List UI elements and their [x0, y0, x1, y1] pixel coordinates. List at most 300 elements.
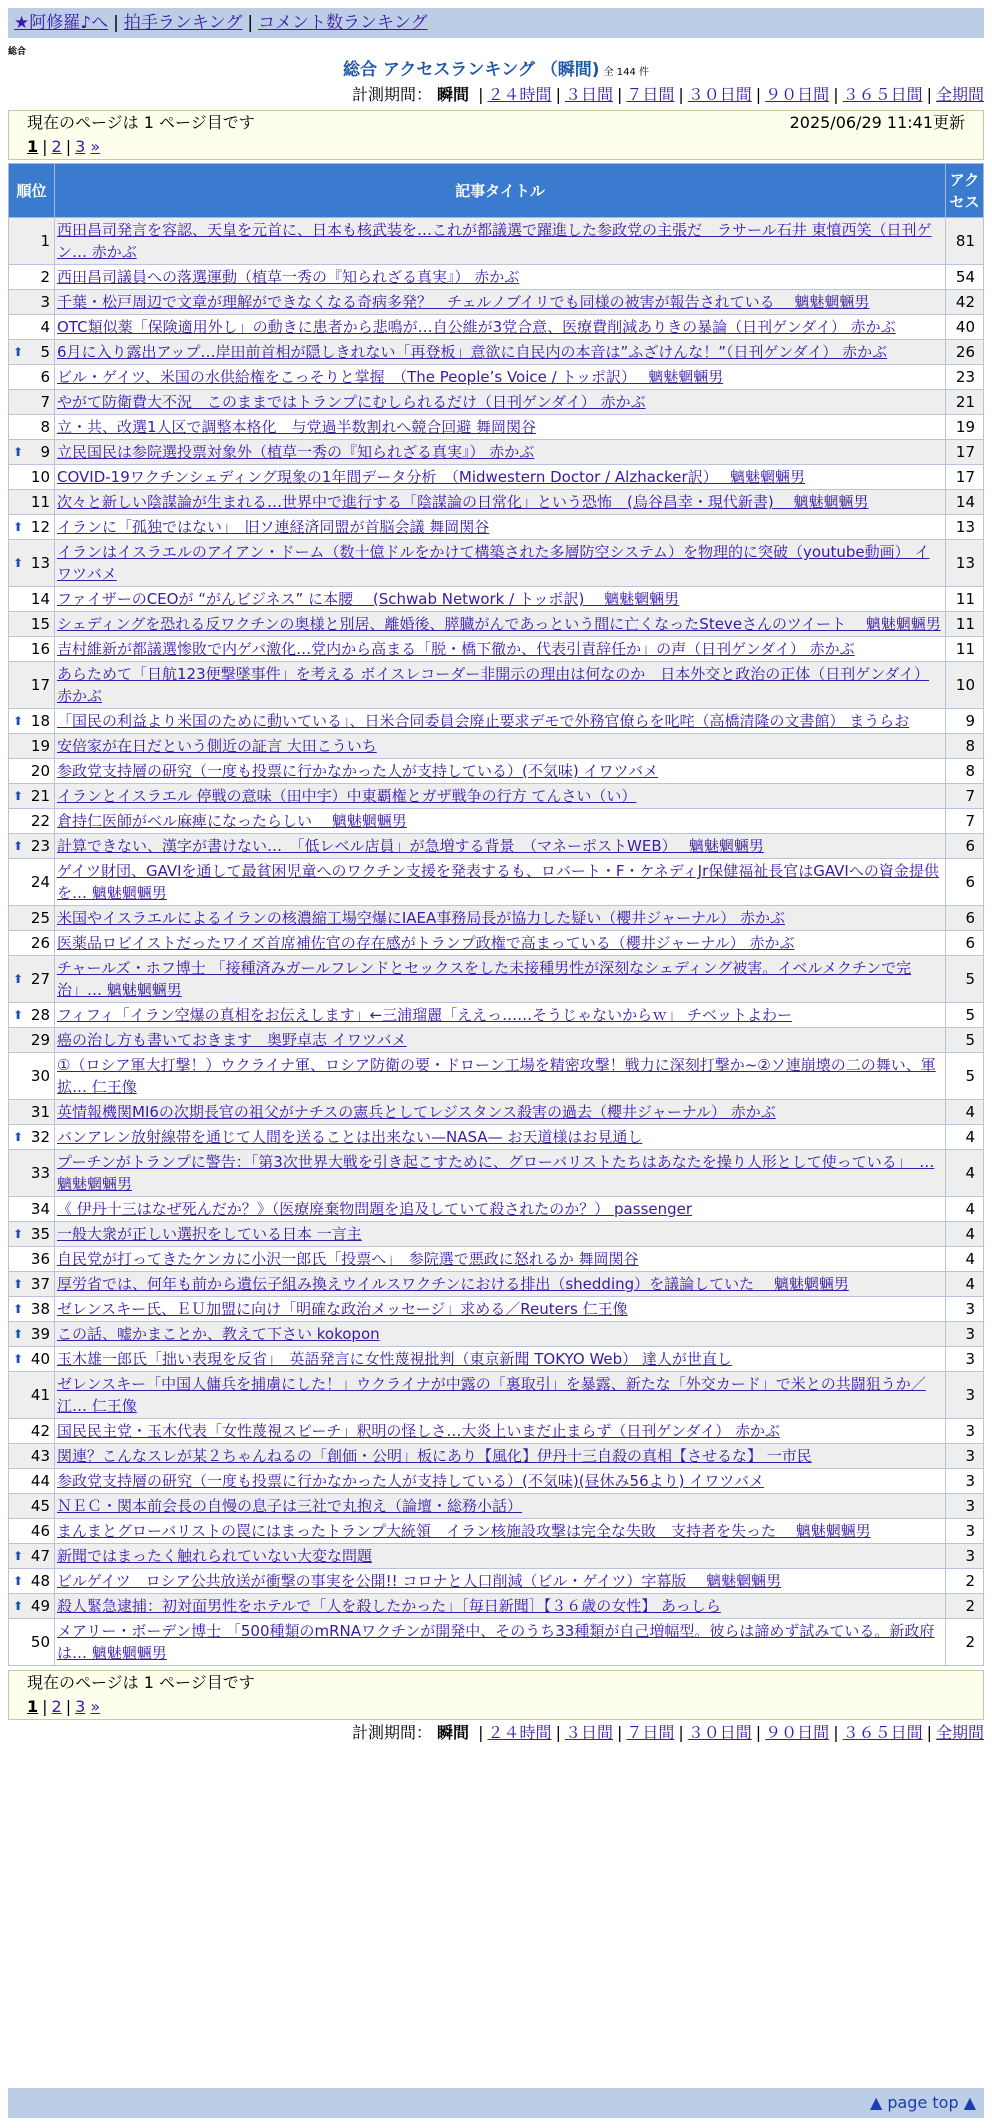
page-separator: | — [65, 1697, 72, 1716]
article-link[interactable]: チャールズ・ホフ博士 「接種済みガールフレンドとセックスをした未接種男性が深刻なシェディング被害。イベルメクチンで完治」… 魑魅魍魎男 — [57, 959, 912, 999]
table-row — [9, 1347, 984, 1372]
page-links — [27, 135, 965, 159]
table-row — [9, 1494, 984, 1519]
article-link[interactable]: 国民民主党・玉木代表「女性蔑視スピーチ」釈明の怪しさ…大炎上いまだ止まらず（日刊ゲンダイ） 赤かぶ — [57, 1422, 780, 1440]
article-link[interactable]: ゼレンスキー「中国人傭兵を捕虜にした！」ウクライナが中露の「裏取引」を暴露、新たな「外交カード」で米との共闘狙うか／江… 仁王像 — [57, 1375, 926, 1415]
title-cell — [55, 1444, 946, 1469]
rank-cell — [9, 734, 55, 759]
article-link[interactable]: 玉木雄一郎氏「拙い表現を反省」 英語発言に女性蔑視批判（東京新聞 TOKYO Web） 達人が世直し — [57, 1350, 732, 1368]
rank-cell — [9, 440, 55, 465]
article-link[interactable]: 一般大衆が正しい選択をしている日本 一言主 — [57, 1225, 362, 1243]
period-link[interactable]: ７日間 — [626, 85, 675, 104]
current-page-text: 現在のページは 1 ページ目です — [27, 113, 255, 132]
rank-number: 45 — [30, 1497, 50, 1515]
nav-separator: | — [247, 13, 254, 33]
rank-number: 16 — [30, 640, 50, 658]
article-link[interactable]: 医薬品ロビイストだったワイズ首席補佐官の存在感がトランプ政権で高まっている（櫻井ジャーナル） 赤かぶ — [57, 934, 795, 952]
period-link[interactable]: ９０日間 — [765, 85, 830, 104]
rank-up-arrow-icon: ⬆ — [13, 1574, 24, 1588]
rank-up-arrow-icon: ⬆ — [13, 445, 24, 459]
rank-cell — [9, 540, 55, 587]
title-cell — [55, 637, 946, 662]
table-row — [9, 1619, 984, 1666]
rank-number: 25 — [30, 909, 50, 927]
comment-ranking-link[interactable]: コメント数ランキング — [258, 13, 428, 33]
article-link[interactable]: 西田昌司発言を容認、天皇を元首に、日本も核武装を…これが都議選で躍進した参政党の主張だ ラサール石井 東憤西笑（日刊ゲン… 赤かぶ — [57, 221, 932, 261]
rank-cell — [9, 1297, 55, 1322]
table-row — [9, 290, 984, 315]
access-count: 11 — [946, 587, 984, 612]
title-cell — [55, 1419, 946, 1444]
article-link[interactable]: メアリー・ボーデン博士 「500種類のmRNAワクチンが開発中、そのうち33種類が自己増幅型。彼らは諦めず試みている。新政府は… 魑魅魍魎男 — [57, 1622, 935, 1662]
rank-cell — [9, 490, 55, 515]
header-title: 記事タイトル — [55, 164, 946, 218]
rank-cell — [9, 1544, 55, 1569]
article-link[interactable]: 千葉・松戸周辺で文章が理解ができなくなる奇病多発？ チェルノブイリでも同様の被害が報告されている 魑魅魍魎男 — [57, 293, 870, 311]
article-link[interactable]: 厚労省では、何年も前から遺伝子組み換えウイルスワクチンにおける排出（shedding）を議論していた 魑魅魍魎男 — [57, 1275, 849, 1293]
page-link[interactable]: 3 — [75, 137, 86, 156]
period-link[interactable]: ３６５日間 — [842, 85, 923, 104]
title-cell — [55, 1247, 946, 1272]
access-count: 4 — [946, 1100, 984, 1125]
title-cell — [55, 315, 946, 340]
title-cell — [55, 1003, 946, 1028]
table-row — [9, 1594, 984, 1619]
period-separator: | — [755, 85, 762, 104]
period-selector — [352, 85, 984, 105]
access-count: 8 — [946, 759, 984, 784]
rank-cell — [9, 365, 55, 390]
rank-cell — [9, 1003, 55, 1028]
rank-number: 48 — [30, 1572, 50, 1590]
period-link[interactable]: ３０日間 — [687, 85, 752, 104]
title-cell — [55, 390, 946, 415]
clap-ranking-link[interactable]: 拍手ランキング — [123, 13, 243, 33]
access-count: 21 — [946, 390, 984, 415]
period-links — [474, 1723, 984, 1742]
article-link[interactable]: 《 伊丹十三はなぜ死んだか？》（医療廃棄物問題を追及していて殺されたのか？） passenger — [57, 1200, 693, 1218]
rank-cell — [9, 1150, 55, 1197]
title-cell — [55, 859, 946, 906]
period-separator: | — [616, 85, 623, 104]
table-header-row — [9, 164, 984, 218]
rank-number: 3 — [40, 293, 50, 311]
article-link[interactable]: やがて防衛費大不況 このままではトランプにむしられるだけ（日刊ゲンダイ） 赤かぶ — [57, 393, 646, 411]
article-link[interactable]: OTC類似薬「保険適用外し」の動きに患者から悲鳴が…自公維が3党合意、医療費削減ありきの暴論（日刊ゲンダイ） 赤かぶ — [57, 318, 896, 336]
rank-up-arrow-icon: ⬆ — [13, 345, 24, 359]
access-count: 7 — [946, 784, 984, 809]
article-link[interactable]: 自民党が打ってきたケンカに小沢一郎氏「投票へ」 参院選で悪政に怒れるか 舞岡関谷 — [57, 1250, 639, 1268]
article-link[interactable]: 英情報機関MI6の次期長官の祖父がナチスの憲兵としてレジスタンス殺害の過去（櫻井ジャーナル） 赤かぶ — [57, 1103, 776, 1121]
article-link[interactable]: 安倍家が在日だという側近の証言 大田こういち — [57, 737, 377, 755]
period-separator: | — [555, 85, 561, 104]
table-row — [9, 1150, 984, 1197]
article-link[interactable]: あらためて「日航123便撃墜事件」を考える ボイスレコーダー非開示の理由は何なのか 日本外交と政治の正体（日刊ゲンダイ） 赤かぶ — [57, 665, 930, 705]
article-link[interactable]: 新聞ではまったく触れられていない大変な問題 — [57, 1547, 373, 1565]
access-count: 3 — [946, 1419, 984, 1444]
rank-cell — [9, 784, 55, 809]
title-cell — [55, 1544, 946, 1569]
title-cell — [55, 218, 946, 265]
period-link[interactable]: ３０日間 — [687, 1723, 752, 1742]
table-row — [9, 1419, 984, 1444]
rank-number: 32 — [30, 1128, 50, 1146]
title-cell — [55, 1347, 946, 1372]
period-link[interactable]: ２４時間 — [487, 85, 552, 104]
ranking-table-body — [9, 218, 984, 1666]
period-link[interactable]: ３日間 — [564, 85, 613, 104]
article-link[interactable]: 立・共、改選1人区で調整本格化 与党過半数割れへ競合回避 舞岡関谷 — [57, 418, 537, 436]
rank-number: 13 — [30, 554, 50, 572]
article-link[interactable]: ビルゲイツ ロシア公共放送が衝撃の事実を公開!! コロナと人口削減（ビル・ゲイツ）字幕版 魑魅魍魎男 — [57, 1572, 782, 1590]
updated-timestamp: 2025/06/29 11:41更新 — [789, 113, 965, 132]
top-nav-bar — [8, 8, 984, 38]
title-cell — [55, 1272, 946, 1297]
rank-number: 47 — [30, 1547, 50, 1565]
article-link[interactable]: イランはイスラエルのアイアン・ドーム（数十億ドルをかけて構築された多層防空システム）を物理的に突破（youtube動画） イワツバメ — [57, 543, 930, 583]
article-link[interactable]: 吉村維新が都議選惨敗で内ゲバ激化…党内から高まる「脱・橋下徹か、代表引責辞任か」の声（日刊ゲンダイ） 赤かぶ — [57, 640, 855, 658]
title-cell — [55, 440, 946, 465]
title-cell — [55, 515, 946, 540]
period-separator: | — [926, 85, 932, 104]
rank-number: 37 — [30, 1275, 50, 1293]
rank-number: 6 — [40, 368, 50, 386]
period-link[interactable]: ９０日間 — [765, 1723, 830, 1742]
title-cell — [55, 734, 946, 759]
title-cell — [55, 340, 946, 365]
period-separator: | — [833, 85, 839, 104]
rank-cell — [9, 637, 55, 662]
rank-number: 2 — [40, 268, 50, 286]
article-link[interactable]: 参政党支持層の研究（一度も投票に行かなかった人が支持している）(不気味) イワツバメ — [57, 762, 659, 780]
rank-up-arrow-icon: ⬆ — [13, 520, 24, 534]
article-link[interactable]: バンアレン放射線帯を通じて人間を送ることは出来ない—NASA— お天道様はお見通し — [57, 1128, 643, 1146]
page-links — [27, 1695, 965, 1719]
table-row — [9, 1247, 984, 1272]
table-row — [9, 784, 984, 809]
access-count: 3 — [946, 1322, 984, 1347]
access-count: 2 — [946, 1569, 984, 1594]
rank-cell — [9, 1619, 55, 1666]
next-page-link[interactable]: » — [90, 137, 101, 156]
article-link[interactable]: 計算できない、漢字が書けない… 「低レベル店員」が急増する背景 （マネーポストWEB） 魑魅魍魎男 — [57, 837, 764, 855]
table-row — [9, 809, 984, 834]
rank-number: 30 — [30, 1067, 50, 1085]
bottom-bar — [8, 2088, 984, 2118]
rank-up-arrow-icon: ⬆ — [13, 714, 24, 728]
article-link[interactable]: この話、嘘かまことか、教えて下さい kokopon — [57, 1325, 380, 1343]
rank-number: 31 — [30, 1103, 50, 1121]
rank-cell — [9, 340, 55, 365]
table-row — [9, 440, 984, 465]
rank-cell — [9, 1272, 55, 1297]
rank-number: 19 — [30, 737, 50, 755]
access-count: 4 — [946, 1125, 984, 1150]
rank-up-arrow-icon: ⬆ — [13, 1277, 24, 1291]
title-cell — [55, 956, 946, 1003]
table-row — [9, 1544, 984, 1569]
table-row — [9, 759, 984, 784]
rank-up-arrow-icon: ⬆ — [13, 1549, 24, 1563]
article-link[interactable]: 「国民の利益より米国のために動いている」、日米合同委員会廃止要求デモで外務官僚らを叱咤（高橋清隆の文書館） まうらお — [57, 712, 910, 730]
access-count: 42 — [946, 290, 984, 315]
table-row — [9, 490, 984, 515]
page-top-link[interactable]: ▲ page top ▲ — [869, 2093, 976, 2112]
access-count: 6 — [946, 859, 984, 906]
rank-cell — [9, 906, 55, 931]
access-count: 2 — [946, 1619, 984, 1666]
ranking-title: 総合 アクセスランキング （瞬間) — [342, 60, 600, 80]
rank-number: 17 — [30, 676, 50, 694]
total-count: 全 144 件 — [603, 67, 650, 78]
rank-number: 9 — [40, 443, 50, 461]
rank-cell — [9, 834, 55, 859]
access-count: 4 — [946, 1247, 984, 1272]
page-link[interactable]: 3 — [75, 1697, 86, 1716]
home-link[interactable]: ★阿修羅♪へ — [14, 13, 109, 33]
rank-number: 26 — [30, 934, 50, 952]
rank-number: 33 — [30, 1164, 50, 1182]
access-count: 17 — [946, 440, 984, 465]
ranking-title-block — [8, 60, 984, 83]
rank-cell — [9, 1222, 55, 1247]
period-link[interactable]: ２４時間 — [487, 1723, 552, 1742]
article-link[interactable]: ゼレンスキー氏、ＥＵ加盟に向け「明確な政治メッセージ」求める／Reuters 仁王像 — [57, 1300, 628, 1318]
period-link[interactable]: ３６５日間 — [842, 1723, 923, 1742]
rank-number: 21 — [30, 787, 50, 805]
rank-number: 22 — [30, 812, 50, 830]
article-link[interactable]: プーチンがトランプに警告：「第3次世界大戦を引き起こすために、グローバリストたちはあなたを操り人形として使っている」 … 魑魅魍魎男 — [57, 1153, 935, 1193]
next-page-link[interactable]: » — [90, 1697, 101, 1716]
access-count: 3 — [946, 1544, 984, 1569]
period-separator: | — [555, 1723, 561, 1742]
rank-cell — [9, 1469, 55, 1494]
rank-cell — [9, 759, 55, 784]
rank-cell — [9, 1372, 55, 1419]
article-link[interactable]: 殺人緊急逮捕：初対面男性をホテルで「人を殺したかった」［毎日新聞］【３６歳の女性】 あっしら — [57, 1597, 721, 1615]
article-link[interactable]: 癌の治し方も書いておきます 奥野卓志 イワツバメ — [57, 1031, 407, 1049]
page-separator: | — [42, 1697, 48, 1716]
table-row — [9, 931, 984, 956]
rank-cell — [9, 1347, 55, 1372]
period-separator: | — [478, 85, 484, 104]
table-row — [9, 587, 984, 612]
title-cell — [55, 1125, 946, 1150]
rank-up-arrow-icon: ⬆ — [13, 556, 24, 570]
table-row — [9, 340, 984, 365]
rank-cell — [9, 709, 55, 734]
period-link[interactable]: 全期間 — [935, 1723, 984, 1742]
period-separator: | — [616, 1723, 623, 1742]
title-cell — [55, 931, 946, 956]
article-link[interactable]: ①（ロシア軍大打撃！）ウクライナ軍、ロシア防衛の要・ドローン工場を精密攻撃！戦力に深刻打撃か~②ソ連崩壊の二の舞い、軍拡… 仁王像 — [57, 1056, 936, 1096]
article-link[interactable]: 西田昌司議員への落選運動（植草一秀の『知られざる真実』） 赤かぶ — [57, 268, 520, 286]
period-current: 瞬間 — [437, 85, 470, 104]
access-count: 5 — [946, 1028, 984, 1053]
title-cell — [55, 1469, 946, 1494]
rank-cell — [9, 612, 55, 637]
table-row — [9, 1272, 984, 1297]
rank-number: 8 — [40, 418, 50, 436]
access-count: 40 — [946, 315, 984, 340]
table-row — [9, 465, 984, 490]
ranking-table — [8, 163, 984, 1666]
pagination-bottom — [8, 1670, 984, 1720]
article-link[interactable]: ＮＥＣ・関本前会長の自慢の息子は三社で丸抱え（論壇・総務小話） — [57, 1497, 523, 1515]
table-row — [9, 1372, 984, 1419]
rank-cell — [9, 931, 55, 956]
rank-cell — [9, 315, 55, 340]
table-row — [9, 1222, 984, 1247]
table-row — [9, 612, 984, 637]
rank-cell — [9, 1125, 55, 1150]
rank-number: 38 — [30, 1300, 50, 1318]
article-link[interactable]: 倉持仁医師がベル麻痺になったらしい 魑魅魍魎男 — [57, 812, 407, 830]
title-cell — [55, 1372, 946, 1419]
article-link[interactable]: 関連？こんなスレが某２ちゃんねるの「創価・公明」板にあり【風化】伊丹十三自殺の真相【させるな】 一市民 — [57, 1447, 812, 1465]
rank-number: 7 — [40, 393, 50, 411]
table-row — [9, 1053, 984, 1100]
rank-up-arrow-icon: ⬆ — [13, 1130, 24, 1144]
table-row — [9, 1444, 984, 1469]
rank-cell — [9, 218, 55, 265]
title-cell — [55, 1519, 946, 1544]
rank-up-arrow-icon: ⬆ — [13, 839, 24, 853]
period-link[interactable]: 全期間 — [935, 85, 984, 104]
access-count: 17 — [946, 465, 984, 490]
rank-number: 43 — [30, 1447, 50, 1465]
table-row — [9, 709, 984, 734]
title-cell — [55, 759, 946, 784]
rank-cell — [9, 1197, 55, 1222]
period-label: 計測期間： — [351, 85, 432, 104]
access-count: 11 — [946, 637, 984, 662]
title-cell — [55, 265, 946, 290]
rank-number: 12 — [30, 518, 50, 536]
access-count: 54 — [946, 265, 984, 290]
rank-up-arrow-icon: ⬆ — [13, 1302, 24, 1316]
article-link[interactable]: COVID-19ワクチンシェディング現象の1年間データ分析 （Midwestern Doctor / Alzhacker訳） 魑魅魍魎男 — [57, 468, 805, 486]
access-count: 5 — [946, 956, 984, 1003]
period-current: 瞬間 — [437, 1723, 470, 1742]
title-cell — [55, 415, 946, 440]
access-count: 4 — [946, 1197, 984, 1222]
article-link[interactable]: ファイザーのCEOが “がんビジネス” に本腰 (Schwab Network / トッポ訳) 魑魅魍魎男 — [57, 590, 680, 608]
access-count: 3 — [946, 1372, 984, 1419]
period-separator: | — [926, 1723, 932, 1742]
article-link[interactable]: 米国やイスラエルによるイランの核濃縮工場空爆にIAEA事務局長が協力した疑い（櫻井ジャーナル） 赤かぶ — [57, 909, 785, 927]
title-cell — [55, 1619, 946, 1666]
table-row — [9, 637, 984, 662]
access-count: 9 — [946, 709, 984, 734]
table-row — [9, 1028, 984, 1053]
rank-cell — [9, 1100, 55, 1125]
rank-number: 29 — [30, 1031, 50, 1049]
access-count: 4 — [946, 1150, 984, 1197]
title-cell — [55, 1197, 946, 1222]
article-link[interactable]: イランに「孤独ではない」 旧ソ連経済同盟が首脳会議 舞岡関谷 — [57, 518, 490, 536]
title-cell — [55, 834, 946, 859]
access-count: 3 — [946, 1347, 984, 1372]
rank-number: 10 — [30, 468, 50, 486]
rank-up-arrow-icon: ⬆ — [13, 1599, 24, 1613]
title-cell — [55, 662, 946, 709]
article-link[interactable]: 6月に入り露出アップ…岸田前首相が隠しきれない「再登板」意欲に自民内の本音は”ふざけんな！”（日刊ゲンダイ） 赤かぶ — [57, 343, 888, 361]
period-separator: | — [678, 85, 684, 104]
table-row — [9, 1569, 984, 1594]
title-cell — [55, 1569, 946, 1594]
rank-cell — [9, 1444, 55, 1469]
article-link[interactable]: まんまとグローバリストの罠にはまったトランプ大統領 イラン核施設攻撃は完全な失敗 支持者を失った 魑魅魍魎男 — [57, 1522, 871, 1540]
period-link[interactable]: ７日間 — [626, 1723, 675, 1742]
rank-cell — [9, 1419, 55, 1444]
article-link[interactable]: フィフィ「イラン空爆の真相をお伝えします」←三浦瑠麗「ええっ……そうじゃないからｗ」 チベットよわー — [57, 1006, 792, 1024]
title-cell — [55, 1594, 946, 1619]
header-rank: 順位 — [9, 164, 55, 218]
article-link[interactable]: 参政党支持層の研究（一度も投票に行かなかった人が支持している）(不気味)(昼休み56より) イワツバメ — [57, 1472, 764, 1490]
rank-cell — [9, 859, 55, 906]
article-link[interactable]: シェディングを恐れる反ワクチンの奥様と別居、離婚後、膵臓がんであっという間に亡くなったSteveさんのツイート 魑魅魍魎男 — [57, 615, 941, 633]
rank-cell — [9, 1494, 55, 1519]
table-row — [9, 859, 984, 906]
title-cell — [55, 1494, 946, 1519]
access-count: 4 — [946, 1222, 984, 1247]
nav-separator: | — [113, 13, 119, 33]
access-count: 5 — [946, 1003, 984, 1028]
rank-up-arrow-icon: ⬆ — [13, 1227, 24, 1241]
period-link[interactable]: ３日間 — [564, 1723, 613, 1742]
rank-cell — [9, 290, 55, 315]
rank-number: 5 — [40, 343, 50, 361]
rank-number: 28 — [30, 1006, 50, 1024]
access-count: 4 — [946, 1272, 984, 1297]
rank-number: 23 — [30, 837, 50, 855]
current-page-number: 1 — [27, 1697, 39, 1716]
rank-number: 39 — [30, 1325, 50, 1343]
article-link[interactable]: イランとイスラエル 停戦の意味（田中宇）中東覇権とガザ戦争の行方 てんさい（い） — [57, 787, 637, 805]
rank-cell — [9, 1053, 55, 1100]
access-count: 3 — [946, 1519, 984, 1544]
rank-up-arrow-icon: ⬆ — [13, 1352, 24, 1366]
title-cell — [55, 1028, 946, 1053]
period-separator: | — [678, 1723, 684, 1742]
rank-cell — [9, 1519, 55, 1544]
article-link[interactable]: 立民国民は参院選投票対象外（植草一秀の『知られざる真実』） 赤かぶ — [57, 443, 535, 461]
title-cell — [55, 1053, 946, 1100]
page-link[interactable]: 2 — [51, 137, 62, 156]
table-row — [9, 1322, 984, 1347]
title-cell — [55, 465, 946, 490]
access-count: 13 — [946, 515, 984, 540]
rank-number: 27 — [30, 970, 50, 988]
access-count: 26 — [946, 340, 984, 365]
article-link[interactable]: ビル・ゲイツ、米国の水供給権をこっそりと掌握 （The People’s Voice / トッポ訳） 魑魅魍魎男 — [57, 368, 724, 386]
table-row — [9, 415, 984, 440]
access-count: 3 — [946, 1297, 984, 1322]
current-page-number: 1 — [27, 137, 39, 156]
title-cell — [55, 1100, 946, 1125]
rank-number: 44 — [30, 1472, 50, 1490]
access-count: 23 — [946, 365, 984, 390]
table-row — [9, 540, 984, 587]
article-link[interactable]: ゲイツ財団、GAVIを通して最貧困児童へのワクチン支援を発表するも、ロバート・F・ケネディJr保健福祉長官はGAVIへの資金提供を… 魑魅魍魎男 — [57, 862, 939, 902]
title-cell — [55, 612, 946, 637]
table-row — [9, 662, 984, 709]
rank-number: 40 — [30, 1350, 50, 1368]
page-link[interactable]: 2 — [51, 1697, 62, 1716]
article-link[interactable]: 次々と新しい陰謀論が生まれる…世界中で進行する「陰謀論の日常化」という恐怖 (烏谷昌幸・現代新書) 魑魅魍魎男 — [57, 493, 869, 511]
access-count: 6 — [946, 906, 984, 931]
